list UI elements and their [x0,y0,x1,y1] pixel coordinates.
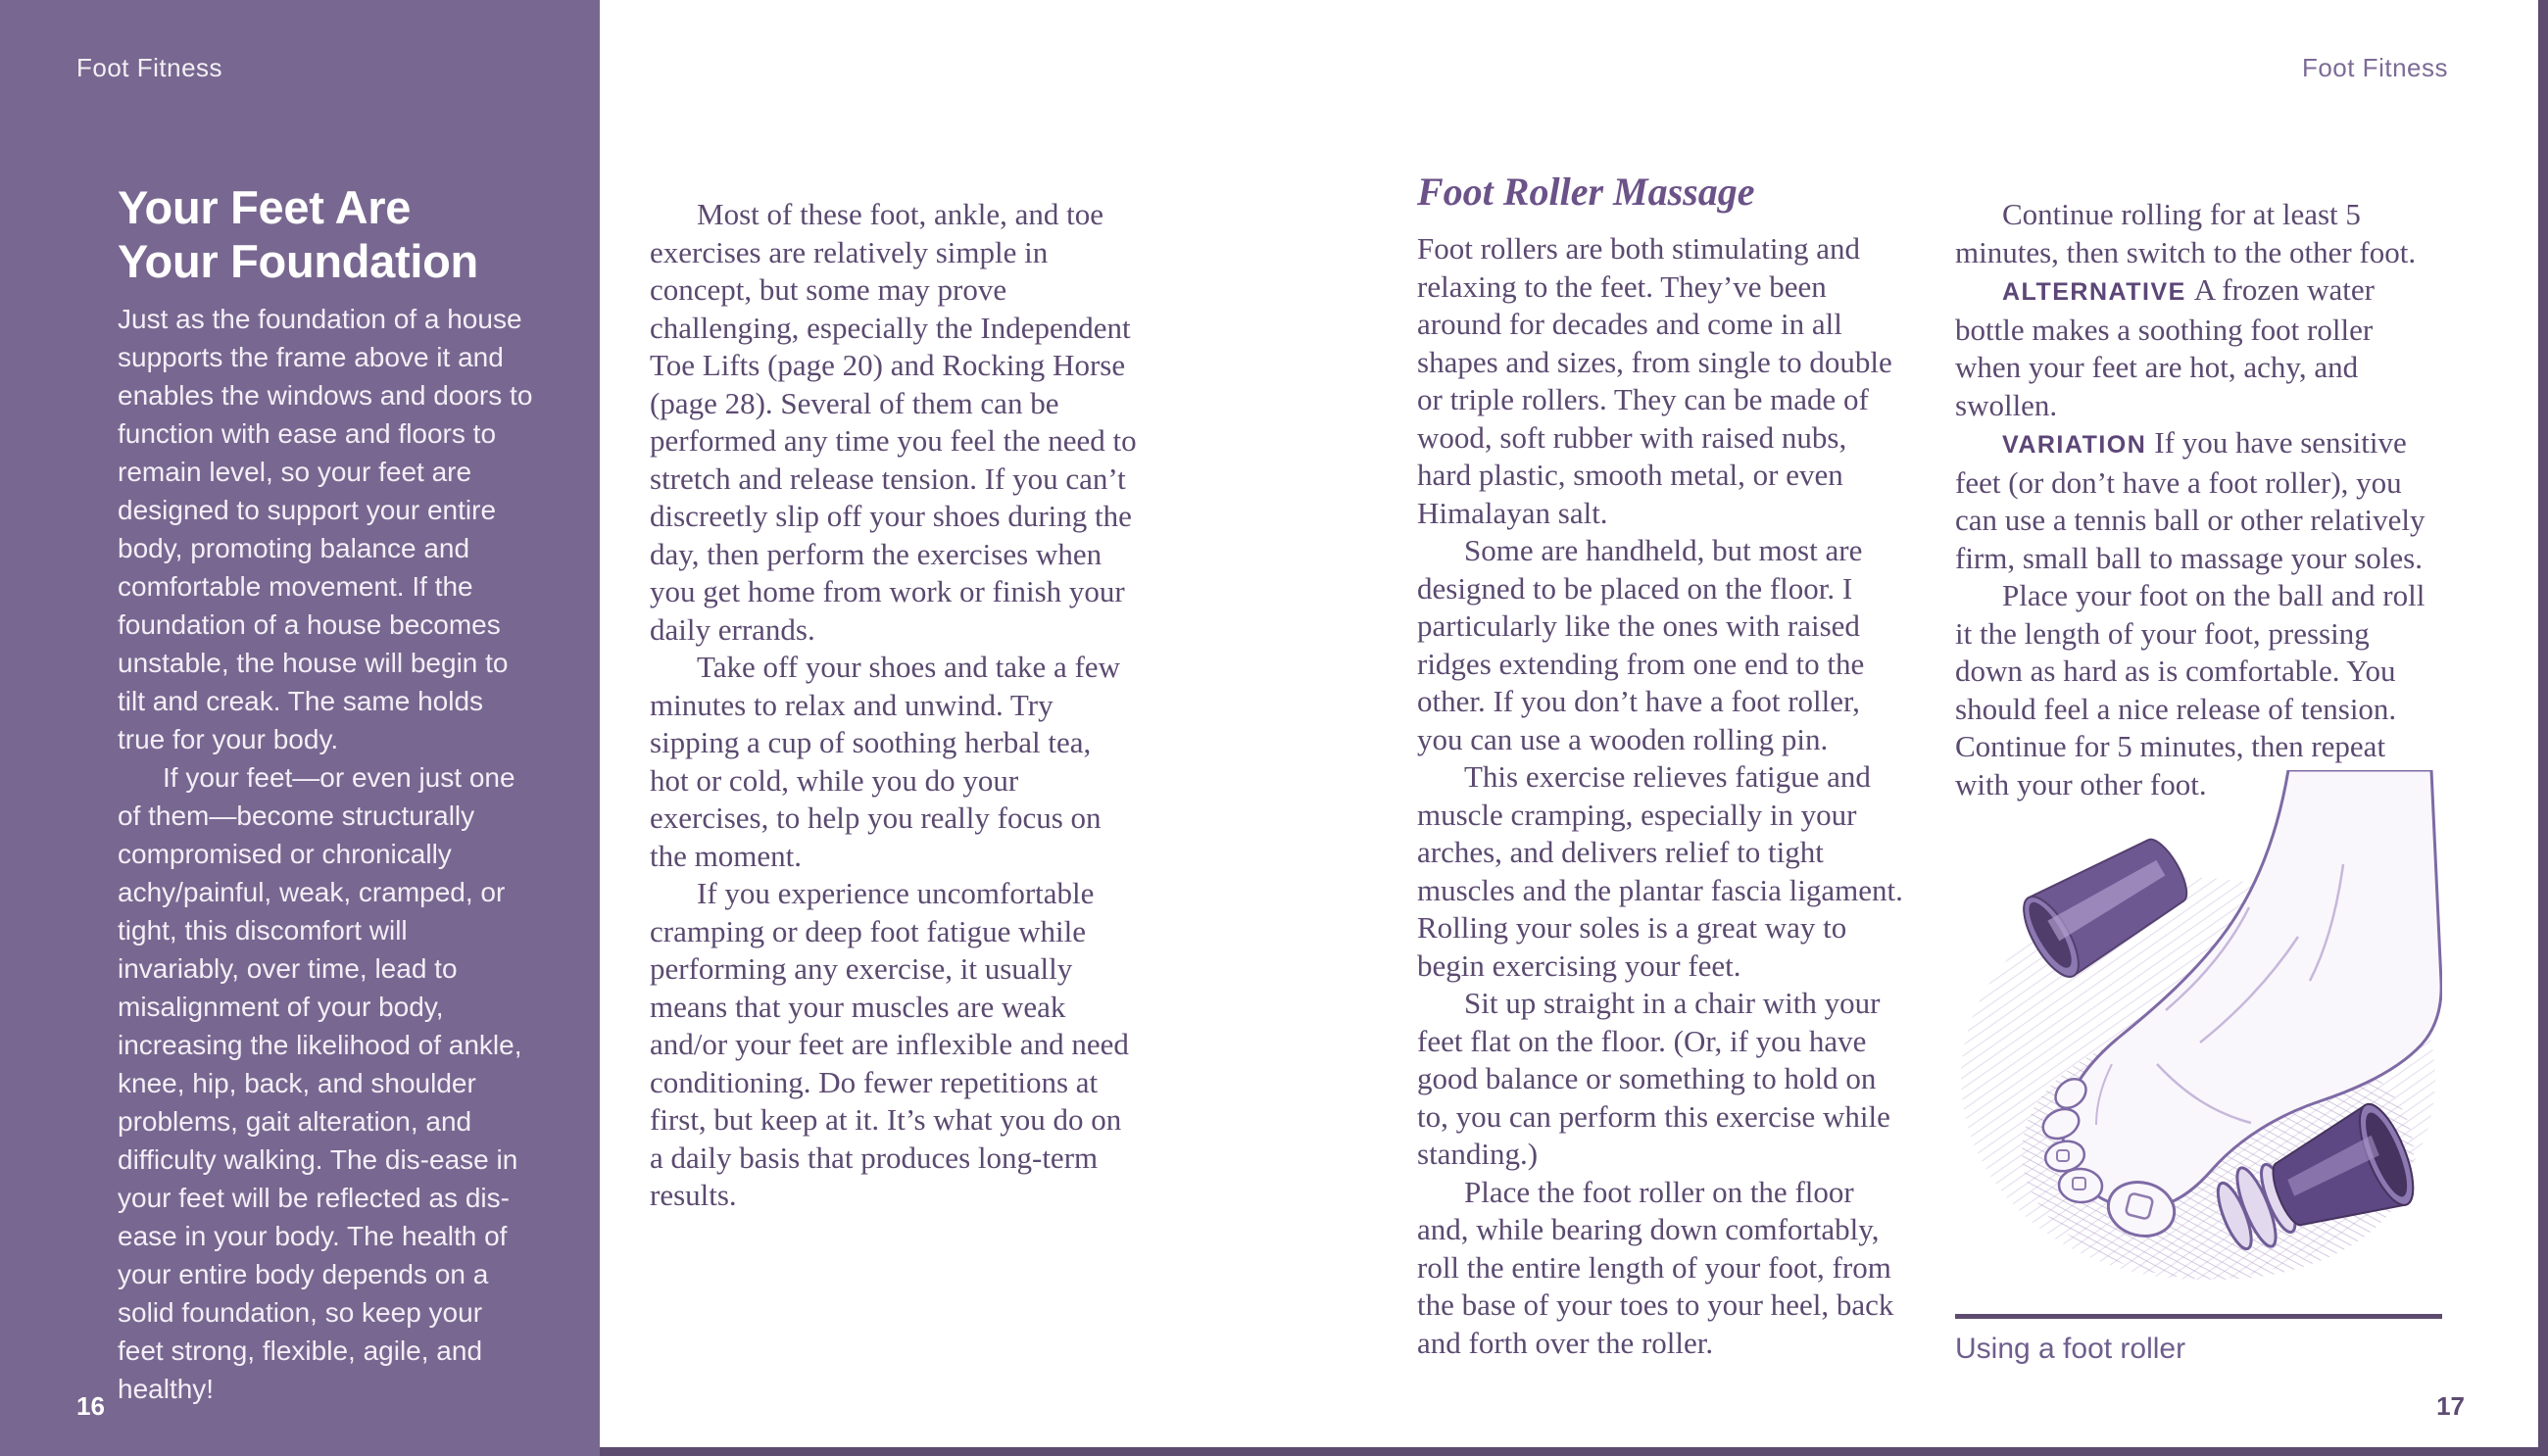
paragraph-text: Place your foot on the ball and roll it the length of your foot, pressing down as hard as is comfortable. You should feel a nice release of tension. Continue for 5 minutes, then repeat with your other foot. [1955,578,2426,801]
sidebar-paragraph: If your feet—or even just one of them—become structurally compromised or chronically achy/painful, weak, cramped, or tight, this discomfort will invariably, over time, lead to misalignment of your body, increasing the likelihood of ankle, knee, hip, back, and shoulder problems, gait alteration, and difficulty walking. The dis-ease in your feet will be reflected as dis-ease in your body. The health of your entire body depends on a solid foundation, so keep your feet strong, flexible, agile, and healthy! [118,762,522,1404]
section-title: Foot Roller Massage [1417,170,1755,214]
sidebar-paragraph: Just as the foundation of a house supports the frame above it and enables the windows and doors to function with ease and floors to remain level, so your feet are designed to support your entire body, promoting balance and comfortable movement. If the foundation of a house becomes unstable, the house will begin to tilt and creak. The same holds true for your body. [118,304,533,754]
paragraph-text: If you have sensitive feet (or don’t have a foot roller), you can use a tennis ball or other relatively firm, small ball to massage your soles. [1955,425,2426,575]
body-paragraph: Place the foot roller on the floor and, while bearing down comfortably, roll the entire length of your foot, from the base of your toes to your heel, back and forth over the roller. [1417,1174,1894,1360]
body-paragraph: Foot rollers are both stimulating and relaxing to the feet. They’ve been around for decades and come in all shapes and sizes, from single to double or triple rollers. They can be made of wood, soft rubber with raised nubs, hard plastic, smooth metal, or even Himalayan salt. [1417,231,1892,530]
paragraph-text: Continue rolling for at least 5 minutes, then switch to the other foot. [1955,197,2417,269]
sidebar-title-line1: Your Feet Are [118,181,412,233]
running-head-right: Foot Fitness [2301,53,2448,82]
sidebar-body [118,300,535,1408]
running-head-left: Foot Fitness [76,53,223,82]
body-paragraph [1955,271,2442,424]
body-paragraph: If you experience uncomfortable cramping or deep foot fatigue while performing any exercise, it usually means that your muscles are weak and/or your feet are inflexible and need conditioning. Do fewer repetitions at first, but keep at it. It’s what you do on a daily basis that produces long-term results. [650,876,1129,1212]
body-paragraph: Take off your shoes and take a few minutes to relax and unwind. Try sipping a cup of soothing herbal tea, hot or cold, while you do your exercises, to help you really focus on the moment. [650,650,1120,873]
body-paragraph: Some are handheld, but most are designed to be placed on the floor. I particularly like the ones with raised ridges extending from one end to the other. If you don’t have a foot roller, you can use a wooden rolling pin. [1417,533,1865,756]
body-paragraph [1955,196,2442,271]
figure-caption: Using a foot roller [1955,1333,2186,1365]
page-number-right: 17 [2436,1391,2465,1421]
figure-rule [1955,1314,2442,1319]
page-bottom-border [600,1447,2548,1456]
body-paragraph [1955,424,2442,577]
right-page-column-1 [1417,230,1907,1362]
paragraph-label: ALTERNATIVE [2002,278,2186,306]
left-page-body-column [650,196,1137,1215]
page-number-left: 16 [76,1391,105,1421]
paragraph-text: A frozen water bottle makes a soothing foot roller when your feet are hot, achy, and swollen. [1955,272,2375,422]
foot-roller-illustration [1955,770,2442,1304]
sidebar-title-line2: Your Foundation [118,235,478,287]
paragraph-label: VARIATION [2002,431,2147,459]
body-paragraph: This exercise relieves fatigue and muscle cramping, especially in your arches, and delivers relief to tight muscles and the plantar fascia ligament. Rolling your soles is a great way to begin exercising your feet. [1417,759,1903,983]
sidebar-title [118,180,578,288]
body-paragraph: Sit up straight in a chair with your feet flat on the floor. (Or, if you have good balance or something to hold on to, you can perform this exercise while standing.) [1417,986,1890,1171]
right-page-column-2 [1955,196,2442,803]
body-paragraph: Most of these foot, ankle, and toe exercises are relatively simple in concept, but some may prove challenging, especially the Independent Toe Lifts (page 20) and Rocking Horse (page 28). Several of them can be performed any time you feel the need to stretch and release tension. If you can’t discreetly slip off your shoes during the day, then perform the exercises when you get home from work or finish your daily errands. [650,197,1137,647]
figure-block [1955,770,2442,1366]
page-right-border [2538,0,2548,1456]
